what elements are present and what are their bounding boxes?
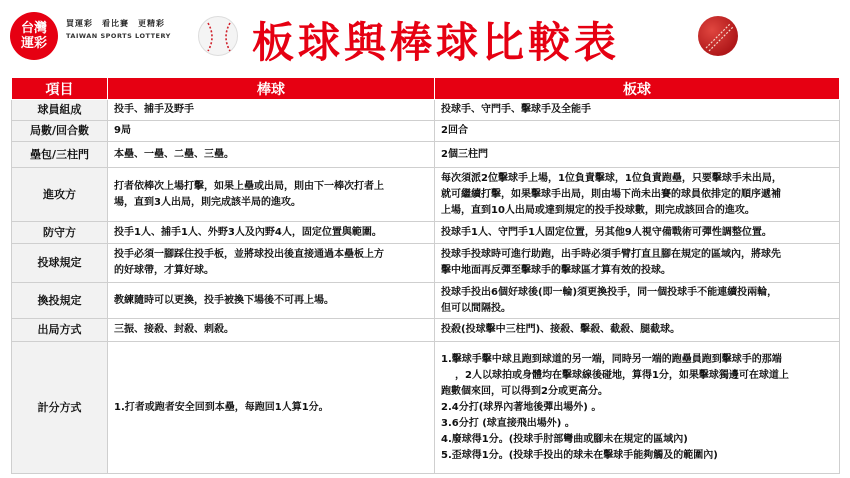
cricket-cell-line: 2個三柱門	[441, 148, 488, 160]
table-row	[12, 244, 840, 283]
cricket-cell-line: 5.歪球得1分。(投球手投出的球未在擊球手能夠觸及的範圍內)	[441, 449, 718, 461]
row-label: 換投規定	[12, 283, 108, 319]
header-cricket: 板球	[435, 78, 840, 100]
table-row	[12, 222, 840, 244]
cricket-cell-line: 4.廢球得1分。(投球手肘部彎曲或腳未在規定的區域內)	[441, 433, 688, 445]
baseball-cell-line: 投手1人、捕手1人、外野3人及內野4人，固定位置與範圍。	[114, 226, 382, 238]
cricket-cell-line: 投球手投球時可進行助跑，出手時必須手臂打直且腳在規定的區域內，將球先	[441, 249, 781, 260]
cricket-cell-line: 1.擊球手擊中球且跑到球道的另一端，同時另一端的跑壘員跑到擊球手的那端	[441, 353, 782, 365]
baseball-cell-line: 教練隨時可以更換，投手被換下場後不可再上場。	[114, 294, 334, 306]
brand-block	[66, 18, 171, 40]
row-label: 防守方	[12, 222, 108, 244]
baseball-cell	[108, 283, 435, 319]
cricket-cell-line: 每次須派2位擊球手上場，1位負責擊球，1位負責跑壘，只要擊球手未出局，	[441, 172, 782, 184]
logo-line2: 運彩	[20, 36, 47, 51]
baseball-cell-line: 本壘、一壘、二壘、三壘。	[114, 148, 234, 160]
baseball-cell-line: 9局	[114, 125, 131, 136]
baseball-cell	[108, 142, 435, 168]
table-row	[12, 319, 840, 342]
row-label: 計分方式	[12, 342, 108, 474]
baseball-cell-line: 投手必須一腳踩住投手板，並將球投出後直接通過本壘板上方	[114, 249, 384, 260]
baseball-cell	[108, 319, 435, 342]
baseball-cell	[108, 168, 435, 222]
cricket-cell-line: 就可繼續打擊，如果擊球手出局，則由場下尚未出賽的球員依排定的順序遞補	[441, 188, 781, 200]
table-row	[12, 342, 840, 474]
cricket-cell	[435, 283, 840, 319]
table-row	[12, 283, 840, 319]
cricket-ball-icon	[698, 16, 738, 56]
row-label: 壘包/三柱門	[12, 142, 108, 168]
header	[0, 0, 850, 74]
row-label: 出局方式	[12, 319, 108, 342]
baseball-cell-line: 投手、捕手及野手	[114, 104, 194, 115]
comparison-table	[11, 77, 840, 474]
cricket-cell-line: 投殺(投球擊中三柱門)、接殺、擊殺、截殺、腿截球。	[441, 324, 681, 335]
table-header-row	[12, 78, 840, 100]
header-baseball: 棒球	[108, 78, 435, 100]
baseball-cell-line: 場，直到3人出局，則完成該半局的進攻。	[114, 196, 301, 208]
table-row	[12, 168, 840, 222]
cricket-cell-line: 2回合	[441, 125, 468, 136]
baseball-cell-line: 的好球帶，才算好球。	[114, 265, 214, 276]
cricket-cell	[435, 121, 840, 142]
cricket-cell-line: 投球手1人、守門手1人固定位置，另其他9人視守備戰術可彈性調整位置。	[441, 226, 772, 238]
baseball-cell	[108, 342, 435, 474]
baseball-cell-line: 三振、接殺、封殺、刺殺。	[114, 324, 234, 335]
table-row	[12, 100, 840, 121]
baseball-cell	[108, 222, 435, 244]
cricket-cell-line: 跑數個來回，可以得到2分或更高分。	[441, 385, 608, 397]
cricket-cell	[435, 342, 840, 474]
cricket-cell-line: 2.4分打(球界內著地後彈出場外) 。	[441, 401, 602, 413]
header-item: 項目	[12, 78, 108, 100]
logo-line1: 台灣	[20, 21, 47, 36]
cricket-cell-line: 上場，直到10人出局或達到規定的投手投球數，則完成該回合的進攻。	[441, 204, 755, 216]
row-label: 進攻方	[12, 168, 108, 222]
baseball-cell	[108, 244, 435, 283]
cricket-cell-line: 投球手、守門手、擊球手及全能手	[441, 104, 591, 115]
page-title: 板球與棒球比較表	[252, 18, 621, 67]
cricket-cell-line: 擊中地面再反彈至擊球手的擊球區才算有效的投球。	[441, 265, 671, 276]
baseball-cell-line: 1.打者或跑者安全回到本壘，每跑回1人算1分。	[114, 401, 329, 413]
cricket-cell	[435, 100, 840, 121]
brand-english: TAIWAN SPORTS LOTTERY	[66, 32, 171, 40]
table-row	[12, 142, 840, 168]
row-label: 投球規定	[12, 244, 108, 283]
cricket-cell	[435, 319, 840, 342]
baseball-cell	[108, 121, 435, 142]
taiwan-sports-lottery-logo	[10, 12, 58, 60]
baseball-cell	[108, 100, 435, 121]
cricket-cell	[435, 142, 840, 168]
table-row	[12, 121, 840, 142]
brand-tagline: 買運彩 看比賽 更精彩	[66, 19, 165, 28]
cricket-cell	[435, 244, 840, 283]
row-label: 局數/回合數	[12, 121, 108, 142]
cricket-cell-line: 3.6分打 (球直接飛出場外) 。	[441, 417, 575, 429]
row-label: 球員組成	[12, 100, 108, 121]
baseball-icon	[198, 16, 238, 56]
cricket-cell-line: 投球手投出6個好球後(即一輪)須更換投手，同一個投球手不能連續投兩輪，	[441, 286, 778, 298]
baseball-cell-line: 打者依棒次上場打擊，如果上壘或出局，則由下一棒次打者上	[114, 180, 384, 192]
cricket-cell	[435, 168, 840, 222]
cricket-cell-line: 但可以間隔投。	[441, 302, 511, 314]
cricket-cell	[435, 222, 840, 244]
cricket-cell-line: ，2人以球拍或身體均在擊球線後碰地，算得1分，如果擊球獨邊可在球道上	[455, 369, 789, 381]
